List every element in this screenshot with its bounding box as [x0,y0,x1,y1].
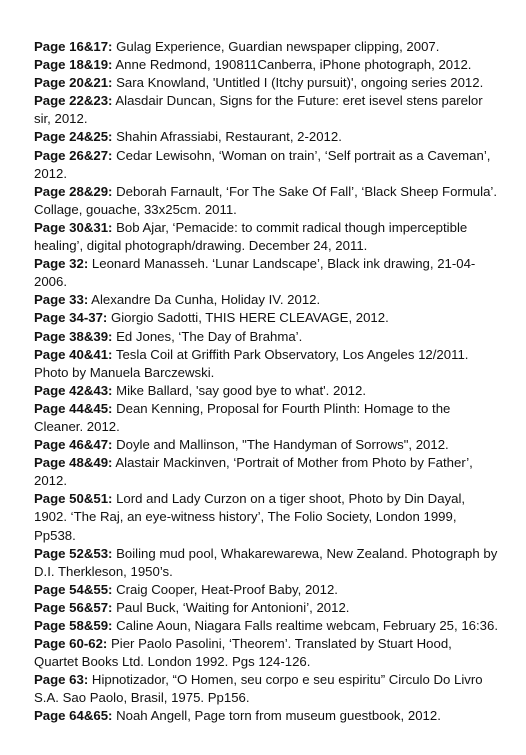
credit-description: Pier Paolo Pasolini, ‘Theorem’. Translated by Stuart Hood, Quartet Books Ltd. London 1992. Pgs 124-126. [34,636,452,670]
page-reference: Page 18&19: [34,57,113,73]
credit-description: Hipnotizador, “O Homen, seu corpo e seu espiritu” Circulo Do Livro S.A. Sao Paolo, Brasil, 1975. Pp156. [34,672,483,706]
credit-entry [34,183,498,219]
credit-description: Tesla Coil at Griffith Park Observatory, Los Angeles 12/2011. Photo by Manuela Barczewski. [34,346,469,380]
credit-entry [34,635,498,671]
credit-entry [34,255,498,291]
credit-description: Paul Buck, ‘Waiting for Antonioni’, 2012. [112,599,350,615]
page-reference: Page 33: [34,292,89,308]
credit-entry [34,309,498,327]
credit-entry [34,291,498,309]
credit-description: Cedar Lewisohn, ‘Woman on train’, ‘Self portrait as a Caveman’, 2012. [34,147,491,181]
credit-entry [34,400,498,436]
credit-entry [34,382,498,400]
page-reference: Page 54&55: [34,581,113,597]
credit-entry [34,707,498,725]
credit-entry [34,581,498,599]
page-reference: Page 34-37: [34,310,108,326]
credit-description: Giorgio Sadotti, THIS HERE CLEAVAGE, 2012. [107,310,389,326]
page-reference: Page 16&17: [34,39,113,54]
credit-description: Alexandre Da Cunha, Holiday IV. 2012. [88,292,321,308]
page-reference: Page 60-62: [34,636,108,652]
credit-entry [34,328,498,346]
credit-entry [34,219,498,255]
credit-description: Noah Angell, Page torn from museum guestbook, 2012. [112,708,441,724]
credit-description: Gulag Experience, Guardian newspaper clipping, 2007. [112,39,440,54]
credit-description: Doyle and Mallinson, "The Handyman of Sorrows", 2012. [112,437,449,453]
credit-description: Craig Cooper, Heat-Proof Baby, 2012. [112,581,338,597]
credit-entry [34,147,498,183]
credits-list [34,38,498,726]
page-reference: Page 24&25: [34,129,113,145]
page-reference: Page 58&59: [34,618,113,633]
page-reference: Page 64&65: [34,708,113,724]
credit-description: Anne Redmond, 190811Canberra, iPhone photograph, 2012. [112,57,472,73]
credit-description: Lord and Lady Curzon on a tiger shoot, Photo by Din Dayal, 1902. ‘The Raj, an eye-witness history’, The Folio Society, London 1999, Pp538. [34,491,466,543]
credit-entry [34,671,498,707]
credit-entry [34,56,498,74]
page-reference: Page 46&47: [34,437,113,453]
credit-description: Leonard Manasseh. ‘Lunar Landscape’, Black ink drawing, 21-04-2006. [34,256,476,290]
page-reference: Page 22&23: [34,93,113,109]
credit-description: Shahin Afrassiabi, Restaurant, 2-2012. [112,129,342,145]
credit-entry [34,74,498,92]
page-reference: Page 63: [34,672,89,688]
credit-entry [34,436,498,454]
credit-entry [34,38,498,56]
credit-entry [34,490,498,544]
credit-entry [34,346,498,382]
credit-entry [34,92,498,128]
credit-entry [34,599,498,617]
credit-description: Dean Kenning, Proposal for Fourth Plinth: Homage to the Cleaner. 2012. [34,400,451,434]
credit-description: Ed Jones, ‘The Day of Brahma’. [112,328,303,344]
page-reference: Page 56&57: [34,599,113,615]
credit-description: Mike Ballard, 'say good bye to what'. 2012. [112,382,366,398]
credit-entry [34,617,498,635]
credit-entry [34,545,498,581]
credit-description: Alastair Mackinven, ‘Portrait of Mother from Photo by Father’, 2012. [34,455,473,489]
credit-description: Sara Knowland, 'Untitled I (Itchy pursuit)', ongoing series 2012. [112,75,484,91]
credit-description: Deborah Farnault, ‘For The Sake Of Fall’, ‘Black Sheep Formula’. Collage, gouache, 33x25cm. 2011. [34,183,497,217]
page-reference: Page 38&39: [34,328,113,344]
page-reference: Page 30&31: [34,219,113,235]
page-reference: Page 52&53: [34,545,113,561]
credit-entry [34,454,498,490]
page-reference: Page 40&41: [34,346,113,362]
page-reference: Page 28&29: [34,183,113,199]
page-reference: Page 20&21: [34,75,113,91]
page-reference: Page 42&43: [34,382,113,398]
credit-description: Bob Ajar, ‘Pemacide: to commit radical though imperceptible healing’, digital photograph/drawing. December 24, 2011. [34,219,468,254]
page-reference: Page 32: [34,256,89,272]
credit-description: Alasdair Duncan, Signs for the Future: eret isevel stens parelor sir, 2012. [34,93,483,127]
credit-description: Boiling mud pool, Whakarewarewa, New Zealand. Photograph by D.I. Therkleson, 1950’s. [34,545,498,579]
credit-description: Caline Aoun, Niagara Falls realtime webcam, February 25, 16:36. [112,618,498,633]
page-reference: Page 26&27: [34,147,113,163]
page-reference: Page 44&45: [34,400,113,416]
page-reference: Page 48&49: [34,455,113,471]
credit-entry [34,128,498,146]
page-reference: Page 50&51: [34,491,113,507]
